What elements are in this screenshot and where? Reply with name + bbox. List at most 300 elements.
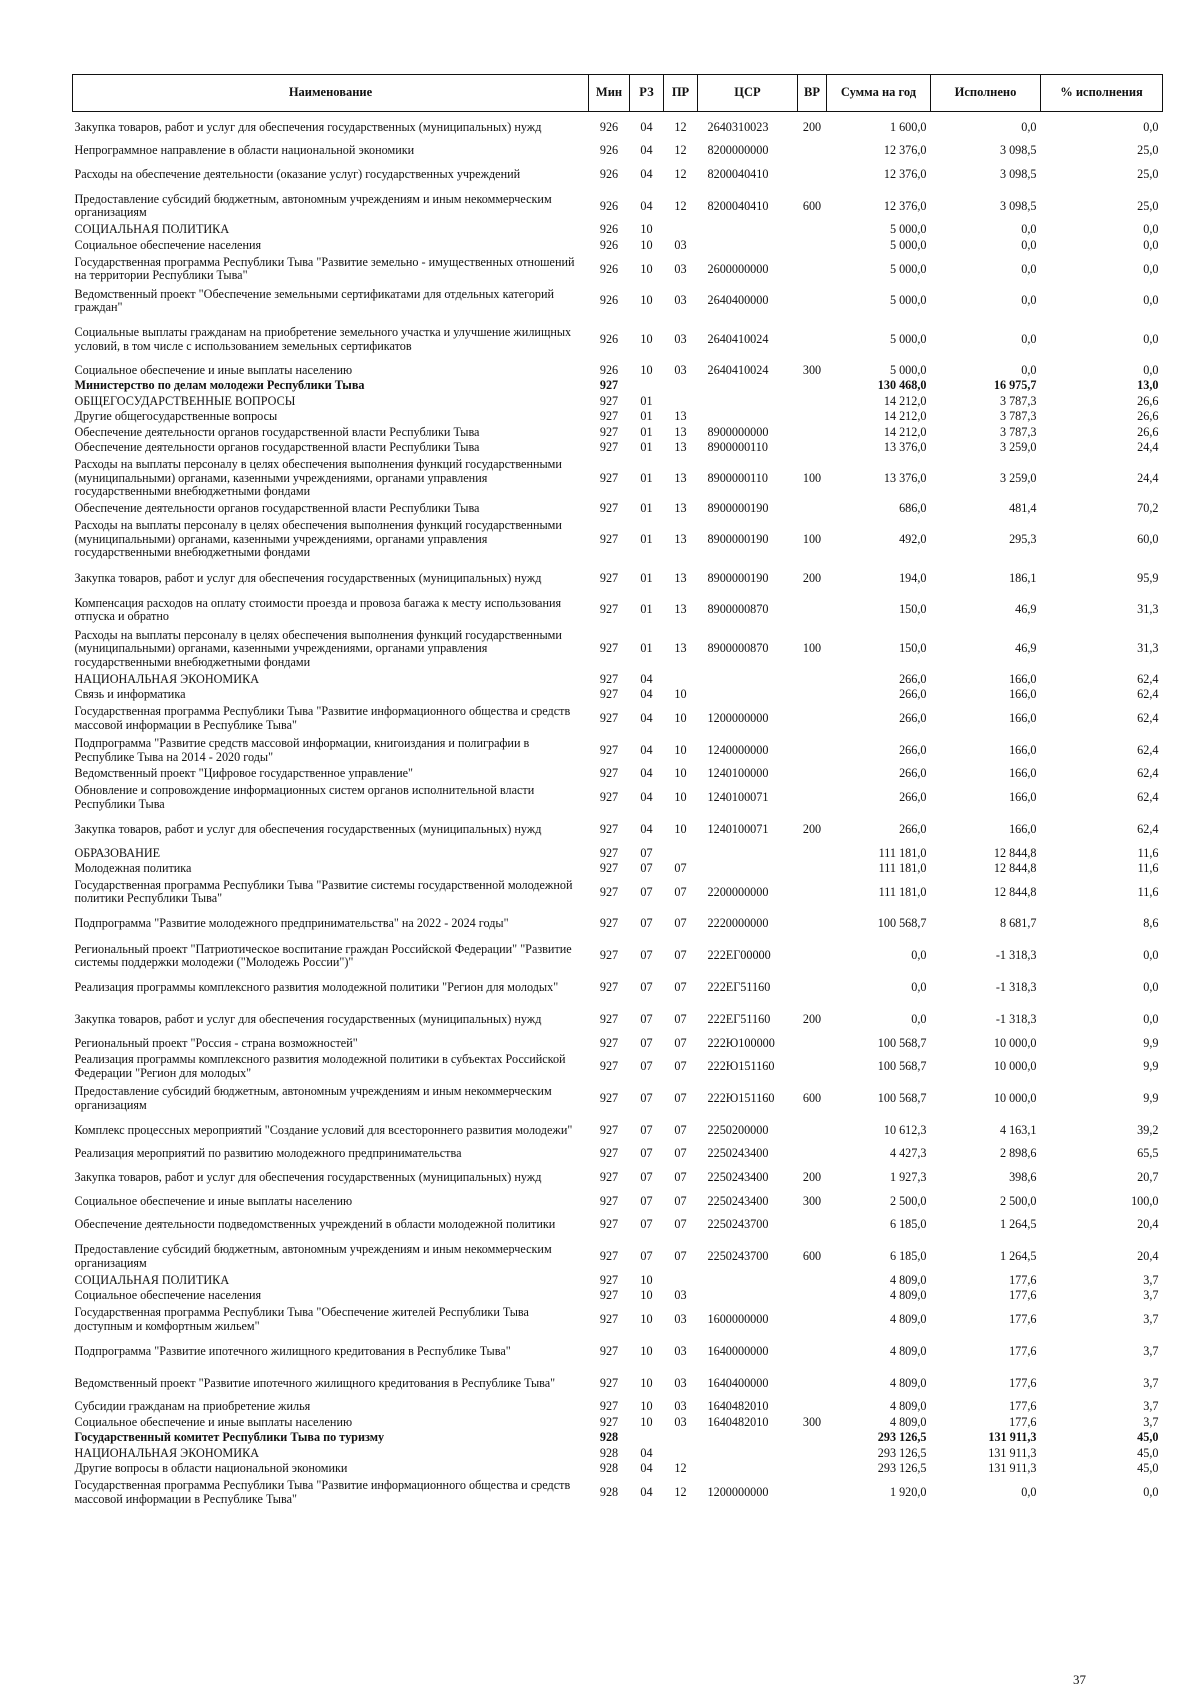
row-pct: 20,7: [1137, 1170, 1159, 1185]
row-name: Комплекс процессных мероприятий "Создание условий для всестороннего развития молодежи": [74, 1122, 573, 1137]
row-sum: 6 185,0: [889, 1217, 927, 1232]
row-pr: 07: [674, 1170, 687, 1185]
row-done: 10 000,0: [993, 1059, 1037, 1074]
row-vr: 300: [802, 362, 822, 377]
table-row: [73, 394, 1163, 410]
row-vr: [798, 1051, 827, 1083]
row-rz: 04: [640, 742, 653, 757]
row-name: Государственная программа Республики Тыва "Развитие земельно - имущественных отношений на территории Республики Тыва": [74, 254, 575, 283]
row-name: Подпрограмма "Развитие ипотечного жилищного кредитования в Республике Тыва": [74, 1343, 511, 1358]
row-min: 927: [599, 570, 619, 585]
row-name: Закупка товаров, работ и услуг для обеспечения государственных (муниципальных) нужд: [74, 821, 542, 836]
table-row: [73, 378, 1163, 394]
row-pct: 25,0: [1137, 143, 1159, 158]
table-row: [73, 456, 1163, 502]
row-pr: 12: [674, 1461, 687, 1476]
header-done: Исполнено: [931, 75, 1041, 112]
row-rz: 10: [640, 1399, 653, 1414]
row-done: 0,0: [1021, 261, 1037, 276]
row-pr: 13: [674, 641, 687, 656]
row-done: 177,6: [1009, 1375, 1037, 1390]
row-vr: [798, 940, 827, 972]
row-rz: 01: [640, 424, 653, 439]
table-row: [73, 972, 1163, 1004]
row-pct: 11,6: [1137, 884, 1159, 899]
row-csr: [698, 378, 798, 394]
row-sum: 10 612,3: [883, 1122, 927, 1137]
row-min: 927: [599, 378, 619, 393]
row-csr: [698, 672, 798, 688]
row-pct: 24,4: [1137, 470, 1159, 485]
row-min: 926: [599, 332, 619, 347]
table-row: [73, 563, 1163, 595]
row-pr: 07: [674, 1011, 687, 1026]
table-row: [73, 143, 1163, 159]
row-min: 927: [599, 470, 619, 485]
row-pct: 62,4: [1137, 710, 1159, 725]
row-min: 927: [599, 916, 619, 931]
row-csr: 8900000190: [707, 531, 769, 546]
row-pct: 11,6: [1137, 845, 1159, 860]
row-min: 927: [599, 1399, 619, 1414]
row-csr: 1640400000: [707, 1375, 769, 1390]
row-pr: [664, 1273, 698, 1289]
row-done: 3 259,0: [999, 440, 1037, 455]
row-name: Обеспечение деятельности органов государственной власти Республики Тыва: [74, 424, 480, 439]
table-row: [73, 363, 1163, 379]
row-rz: 04: [640, 166, 653, 181]
row-pct: 0,0: [1143, 332, 1159, 347]
row-name: Ведомственный проект "Цифровое государственное управление": [74, 766, 414, 781]
header-rz: РЗ: [630, 75, 664, 112]
row-vr: [798, 877, 827, 909]
header-csr: ЦСР: [698, 75, 798, 112]
row-name: Государственная программа Республики Тыва "Развитие информационного общества и средств массовой информации в Республике Тыва": [74, 704, 571, 732]
row-pct: 62,4: [1137, 671, 1159, 686]
row-pr: 12: [674, 1484, 687, 1499]
row-min: 927: [599, 821, 619, 836]
row-name: Обеспечение деятельности органов государственной власти Республики Тыва: [74, 440, 480, 455]
row-pct: 11,6: [1137, 861, 1159, 876]
row-done: 131 911,3: [988, 1445, 1037, 1460]
row-done: 131 911,3: [988, 1430, 1037, 1445]
row-name: Социальное обеспечение и иные выплаты населению: [74, 1193, 353, 1208]
row-done: 166,0: [1009, 790, 1037, 805]
row-name: СОЦИАЛЬНАЯ ПОЛИТИКА: [74, 222, 230, 237]
row-name: Региональный проект "Патриотическое воспитание граждан Российской Федерации" "Развитие системы поддержки молодежи ("Молодежь России")": [74, 941, 572, 969]
row-pct: 20,4: [1137, 1217, 1159, 1232]
row-done: 481,4: [1009, 501, 1037, 516]
table-row: [73, 409, 1163, 425]
row-min: 926: [599, 222, 619, 237]
row-csr: 222Ю151160: [707, 1059, 775, 1074]
row-csr: 1240100071: [707, 821, 769, 836]
row-rz: 04: [640, 143, 653, 158]
row-rz: 10: [640, 293, 653, 308]
row-sum: 12 376,0: [883, 143, 927, 158]
row-rz: 07: [640, 845, 653, 860]
row-csr: 2250243400: [707, 1170, 769, 1185]
row-csr: 1240100071: [707, 790, 769, 805]
row-name: Предоставление субсидий бюджетным, автономным учреждениям и иным некоммерческим организациям: [74, 1084, 552, 1112]
row-pct: 26,6: [1137, 393, 1159, 408]
row-pct: 62,4: [1137, 766, 1159, 781]
row-sum: 1 920,0: [889, 1484, 927, 1499]
row-done: 2 500,0: [999, 1193, 1037, 1208]
row-vr: [798, 1146, 827, 1162]
row-csr: [698, 1461, 798, 1477]
row-pr: 07: [674, 884, 687, 899]
row-name: Расходы на выплаты персоналу в целях обеспечения выполнения функций государственными (муниципальными) органами, казенными учреждениями, органами управления государственными внебюджетными фондами: [74, 457, 562, 499]
row-name: Социальное обеспечение населения: [74, 1288, 262, 1303]
row-name: Государственная программа Республики Тыва "Развитие системы государственной молодежной политики Республики Тыва": [74, 877, 573, 906]
row-pr: 03: [674, 1288, 687, 1303]
row-vr: [798, 1273, 827, 1289]
row-name: Закупка товаров, работ и услуг для обеспечения государственных (муниципальных) нужд: [74, 570, 542, 585]
row-pct: 65,5: [1137, 1146, 1159, 1161]
row-csr: 1600000000: [707, 1311, 769, 1326]
row-vr: [798, 1430, 827, 1446]
row-pct: 31,3: [1137, 602, 1159, 617]
table-row: [73, 1477, 1163, 1509]
row-pr: 03: [674, 1414, 687, 1429]
row-pr: 10: [674, 821, 687, 836]
row-min: 927: [599, 845, 619, 860]
row-vr: [798, 1036, 827, 1052]
row-rz: 07: [640, 1035, 653, 1050]
row-csr: [698, 222, 798, 238]
row-rz: 07: [640, 884, 653, 899]
header-pct: % исполнения: [1041, 75, 1163, 112]
row-vr: [798, 766, 827, 782]
row-csr: 8900000870: [707, 602, 769, 617]
row-pct: 0,0: [1143, 980, 1159, 995]
row-sum: 4 809,0: [889, 1414, 927, 1429]
row-done: 1 264,5: [999, 1249, 1037, 1264]
row-sum: 13 376,0: [883, 470, 927, 485]
row-pr: 10: [674, 742, 687, 757]
row-min: 927: [599, 409, 619, 424]
row-sum: 5 000,0: [889, 237, 927, 252]
row-vr: [798, 782, 827, 814]
row-name: Непрограммное направление в области национальной экономики: [74, 143, 415, 158]
row-rz: 04: [640, 119, 653, 134]
row-done: 10 000,0: [993, 1035, 1037, 1050]
row-vr: [798, 159, 827, 191]
row-min: 927: [599, 1217, 619, 1232]
row-pr: 03: [674, 332, 687, 347]
row-csr: 222ЕГ51160: [707, 980, 771, 995]
row-min: 927: [599, 1059, 619, 1074]
row-pct: 31,3: [1137, 641, 1159, 656]
row-rz: 07: [640, 1059, 653, 1074]
row-done: 3 787,3: [999, 424, 1037, 439]
row-pr: 07: [674, 948, 687, 963]
row-pr: 03: [674, 293, 687, 308]
row-rz: 04: [640, 1445, 653, 1460]
row-name: Государственная программа Республики Тыва "Развитие информационного общества и средств массовой информации в Республике Тыва": [74, 1478, 571, 1506]
table-row: [73, 1399, 1163, 1415]
row-min: 927: [599, 1343, 619, 1358]
row-pr: 10: [674, 687, 687, 702]
row-sum: 5 000,0: [889, 332, 927, 347]
table-row: [73, 735, 1163, 767]
row-csr: 2250243400: [707, 1193, 769, 1208]
row-min: 927: [599, 641, 619, 656]
row-pct: 3,7: [1143, 1375, 1159, 1390]
row-name: Реализация мероприятий по развитию молодежного предпринимательства: [74, 1146, 462, 1161]
table-row: [73, 285, 1163, 317]
row-pct: 62,4: [1137, 687, 1159, 702]
row-done: 166,0: [1009, 687, 1037, 702]
table-body: [73, 112, 1163, 1509]
row-pr: 07: [674, 1035, 687, 1050]
row-name: Расходы на выплаты персоналу в целях обеспечения выполнения функций государственными (муниципальными) органами, казенными учреждениями, органами управления государственными внебюджетными фондами: [74, 627, 562, 669]
row-pr: 12: [674, 143, 687, 158]
row-min: 927: [599, 948, 619, 963]
row-vr: [798, 285, 827, 317]
row-vr: [798, 972, 827, 1004]
row-csr: 222Ю151160: [707, 1090, 775, 1105]
row-min: 927: [599, 1272, 619, 1287]
row-vr: [798, 594, 827, 626]
row-csr: 222ЕГ00000: [707, 948, 771, 963]
row-name: Государственная программа Республики Тыва "Обеспечение жителей Республики Тыва доступным и комфортным жильем": [74, 1305, 529, 1333]
row-csr: 1200000000: [707, 1484, 769, 1499]
row-vr: [798, 222, 827, 238]
row-pct: 62,4: [1137, 742, 1159, 757]
table-row: [73, 626, 1163, 672]
row-name: Социальное обеспечение и иные выплаты населению: [74, 1414, 353, 1429]
row-name: Закупка товаров, работ и услуг для обеспечения государственных (муниципальных) нужд: [74, 1170, 542, 1185]
row-min: 927: [599, 687, 619, 702]
row-vr: [798, 1367, 827, 1399]
row-pct: 26,6: [1137, 424, 1159, 439]
row-pr: 12: [674, 166, 687, 181]
row-min: 927: [599, 766, 619, 781]
row-min: 927: [599, 1311, 619, 1326]
row-rz: 07: [640, 1090, 653, 1105]
row-sum: 4 809,0: [889, 1288, 927, 1303]
row-csr: 1640482010: [707, 1414, 769, 1429]
row-sum: 4 809,0: [889, 1399, 927, 1414]
row-done: 166,0: [1009, 671, 1037, 686]
table-row: [73, 1241, 1163, 1273]
row-pr: 03: [674, 1375, 687, 1390]
row-name: Министерство по делам молодежи Республики Тыва: [74, 378, 365, 393]
table-row: [73, 594, 1163, 626]
row-pr: [664, 1446, 698, 1462]
row-vr: [798, 425, 827, 441]
row-rz: 07: [640, 1217, 653, 1232]
row-pct: 0,0: [1143, 1011, 1159, 1026]
row-name: Подпрограмма "Развитие молодежного предпринимательства" на 2022 - 2024 годы": [74, 916, 509, 931]
row-done: 3 259,0: [999, 470, 1037, 485]
row-vr: [798, 1446, 827, 1462]
table-row: [73, 703, 1163, 735]
row-rz: 04: [640, 1461, 653, 1476]
row-vr: [798, 317, 827, 363]
row-pr: 13: [674, 470, 687, 485]
row-rz: 01: [640, 570, 653, 585]
row-name: Предоставление субсидий бюджетным, автономным учреждениям и иным некоммерческим организациям: [74, 1242, 552, 1270]
row-name: ОБРАЗОВАНИЕ: [74, 845, 161, 860]
row-sum: 293 126,5: [877, 1445, 927, 1460]
row-sum: 194,0: [899, 570, 927, 585]
table-row: [73, 1209, 1163, 1241]
header-pr: ПР: [664, 75, 698, 112]
table-row: [73, 1288, 1163, 1304]
row-sum: 266,0: [899, 766, 927, 781]
row-min: 927: [599, 531, 619, 546]
row-pct: 3,7: [1143, 1272, 1159, 1287]
row-min: 927: [599, 1035, 619, 1050]
row-min: 928: [599, 1430, 619, 1445]
table-row: [73, 1162, 1163, 1194]
row-sum: 266,0: [899, 687, 927, 702]
table-row: [73, 782, 1163, 814]
row-vr: 100: [802, 470, 822, 485]
row-csr: 1240000000: [707, 742, 769, 757]
row-min: 927: [599, 393, 619, 408]
row-rz: 01: [640, 440, 653, 455]
row-rz: 07: [640, 980, 653, 995]
row-vr: [798, 1288, 827, 1304]
row-sum: 266,0: [899, 671, 927, 686]
row-vr: [798, 1336, 827, 1368]
row-csr: 1240100000: [707, 766, 769, 781]
table-row: [73, 440, 1163, 456]
row-min: 927: [599, 501, 619, 516]
row-vr: 200: [802, 1011, 822, 1026]
row-done: 12 844,8: [993, 861, 1037, 876]
row-pct: 9,9: [1143, 1059, 1159, 1074]
row-csr: 2220000000: [707, 916, 769, 931]
row-csr: 222Ю100000: [707, 1035, 775, 1050]
row-vr: [798, 846, 827, 862]
row-done: 4 163,1: [999, 1122, 1037, 1137]
row-rz: 10: [640, 1272, 653, 1287]
row-done: 166,0: [1009, 710, 1037, 725]
row-pct: 24,4: [1137, 440, 1159, 455]
row-csr: 8900000000: [707, 424, 769, 439]
row-min: 927: [599, 1375, 619, 1390]
row-pct: 0,0: [1143, 1484, 1159, 1499]
table-row: [73, 814, 1163, 846]
row-rz: 07: [640, 916, 653, 931]
row-csr: 1200000000: [707, 710, 769, 725]
row-vr: 300: [802, 1414, 822, 1429]
row-name: Другие общегосударственные вопросы: [74, 409, 278, 424]
row-rz: 04: [640, 198, 653, 213]
row-name: Социальные выплаты гражданам на приобретение земельного участка и улучшение жилищных условий, в том числе с использованием земельных сертификатов: [74, 325, 572, 353]
row-pr: 07: [674, 1146, 687, 1161]
row-csr: 8900000190: [707, 501, 769, 516]
row-rz: 07: [640, 861, 653, 876]
row-name: Ведомственный проект "Развитие ипотечного жилищного кредитования в Республике Тыва": [74, 1375, 556, 1390]
page-number: 37: [1073, 1672, 1086, 1687]
row-pr: 07: [674, 861, 687, 876]
row-vr: [798, 1304, 827, 1336]
row-sum: 111 181,0: [878, 845, 927, 860]
row-csr: 1640000000: [707, 1343, 769, 1358]
table-row: [73, 501, 1163, 517]
row-rz: 10: [640, 1311, 653, 1326]
row-csr: 8200040410: [707, 198, 769, 213]
row-pr: 07: [674, 980, 687, 995]
row-sum: 100 568,7: [877, 1035, 927, 1050]
row-pr: 03: [674, 1311, 687, 1326]
row-rz: 10: [640, 1414, 653, 1429]
row-sum: 5 000,0: [889, 261, 927, 276]
row-rz: 01: [640, 501, 653, 516]
row-done: 166,0: [1009, 821, 1037, 836]
row-vr: [798, 501, 827, 517]
table-row: [73, 191, 1163, 223]
row-done: 2 898,6: [999, 1146, 1037, 1161]
row-rz: 07: [640, 1122, 653, 1137]
row-sum: 1 600,0: [889, 119, 927, 134]
row-sum: 150,0: [899, 641, 927, 656]
row-pr: 07: [674, 1090, 687, 1105]
row-pct: 8,6: [1143, 916, 1159, 931]
row-pct: 9,9: [1143, 1035, 1159, 1050]
row-sum: 14 212,0: [883, 424, 927, 439]
row-done: 3 098,5: [999, 166, 1037, 181]
row-rz: 07: [640, 948, 653, 963]
row-sum: 4 809,0: [889, 1375, 927, 1390]
row-vr: [798, 1115, 827, 1147]
row-name: Подпрограмма "Развитие средств массовой информации, книгоиздания и полиграфии в Республике Тыва на 2014 - 2020 годы": [74, 736, 530, 764]
row-name: Расходы на обеспечение деятельности (оказание услуг) государственных учреждений: [74, 166, 521, 181]
row-vr: 200: [802, 570, 822, 585]
row-sum: 0,0: [911, 1011, 927, 1026]
row-min: 927: [599, 1122, 619, 1137]
row-vr: [798, 861, 827, 877]
row-csr: 2250243700: [707, 1249, 769, 1264]
row-done: -1 318,3: [995, 1011, 1037, 1026]
row-vr: [798, 1209, 827, 1241]
row-pct: 25,0: [1137, 166, 1159, 181]
row-name: Молодежная политика: [74, 861, 192, 876]
row-done: 8 681,7: [999, 916, 1037, 931]
table-row: [73, 317, 1163, 363]
row-sum: 13 376,0: [883, 440, 927, 455]
row-sum: 111 181,0: [878, 861, 927, 876]
budget-table-sheet: [72, 74, 1162, 1508]
row-rz: 07: [640, 1170, 653, 1185]
row-pct: 70,2: [1137, 501, 1159, 516]
row-rz: 01: [640, 393, 653, 408]
row-pct: 0,0: [1143, 119, 1159, 134]
row-rz: 10: [640, 362, 653, 377]
row-min: 927: [599, 1170, 619, 1185]
row-sum: 4 809,0: [889, 1311, 927, 1326]
row-name: НАЦИОНАЛЬНАЯ ЭКОНОМИКА: [74, 1445, 259, 1460]
row-sum: 6 185,0: [889, 1249, 927, 1264]
row-done: 3 098,5: [999, 143, 1037, 158]
row-pr: 13: [674, 409, 687, 424]
row-rz: 10: [640, 261, 653, 276]
row-done: 0,0: [1021, 293, 1037, 308]
row-rz: 04: [640, 1484, 653, 1499]
row-min: 927: [599, 710, 619, 725]
row-pct: 3,7: [1143, 1311, 1159, 1326]
row-rz: 07: [640, 1011, 653, 1026]
row-min: 927: [599, 1249, 619, 1264]
row-sum: 14 212,0: [883, 409, 927, 424]
row-min: 927: [599, 1146, 619, 1161]
